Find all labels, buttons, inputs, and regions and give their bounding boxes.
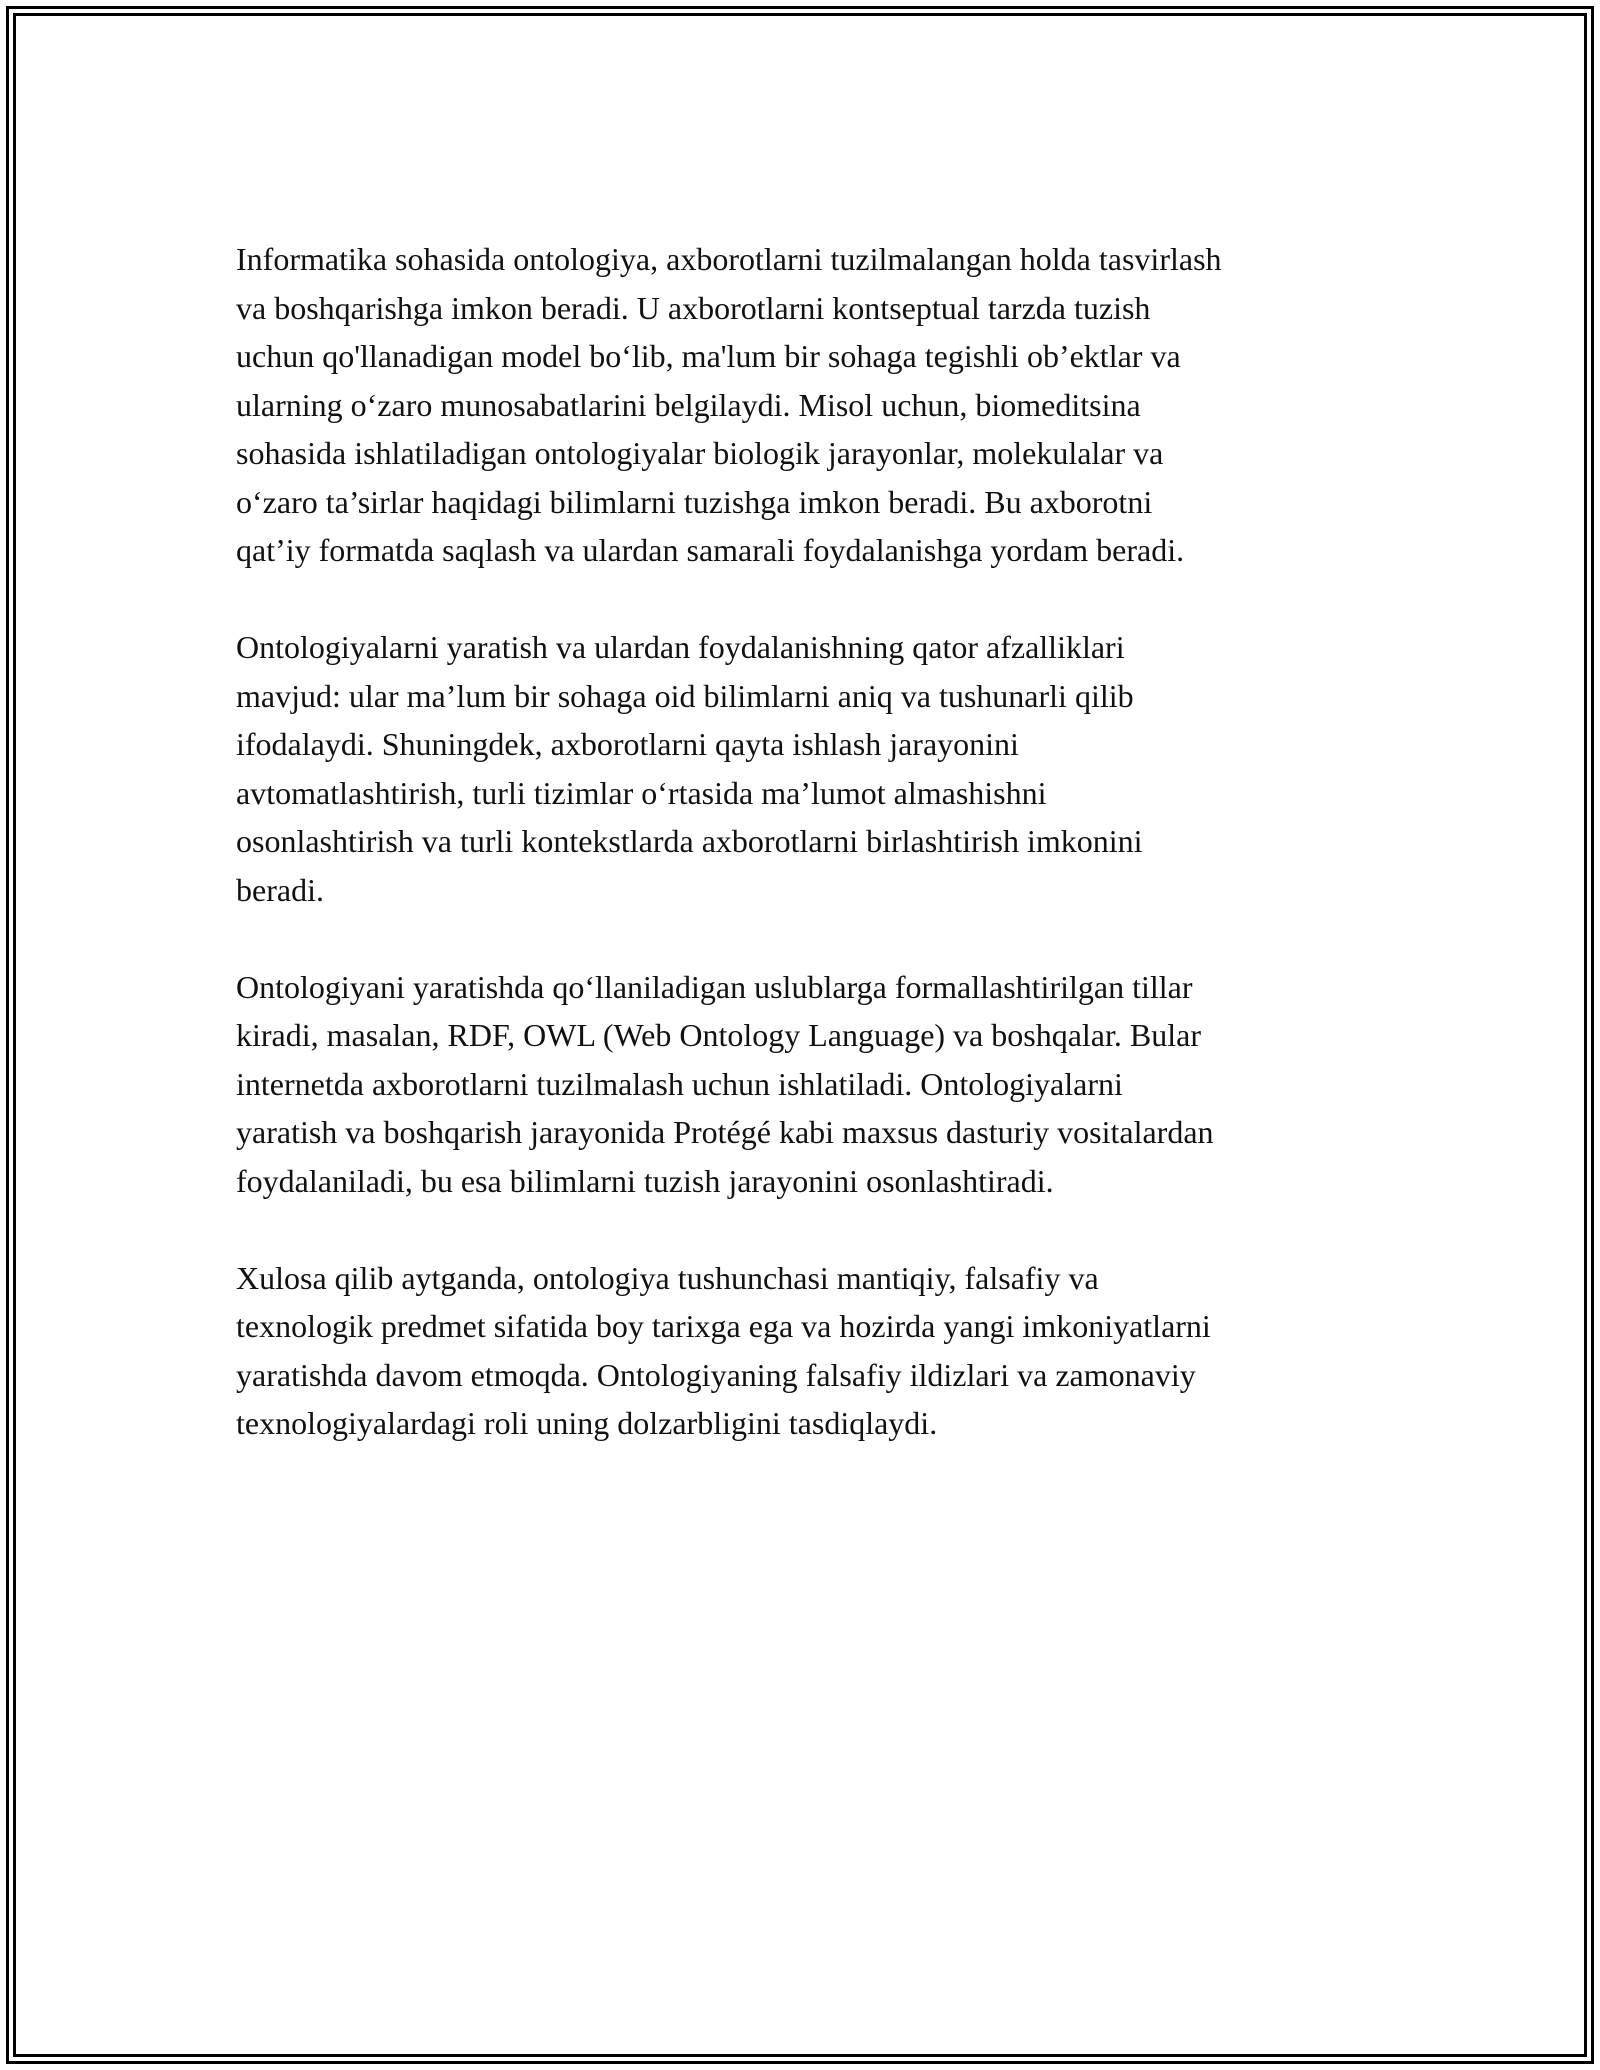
text-line: Ontologiyalarni yaratish va ulardan foydalanishning qator afzalliklari: [236, 629, 1125, 665]
text-line: yaratish va boshqarish jarayonida Protégé kabi maxsus dasturiy vositalardan: [236, 1114, 1214, 1150]
text-line: Ontologiyani yaratishda qo‘llaniladigan uslublarga formallashtirilgan tillar: [236, 968, 1193, 1005]
text-line: ularning o‘zaro munosabatlarini belgilaydi. Misol uchun, biomeditsina: [236, 386, 1141, 423]
text-line: osonlashtirish va turli kontekstlarda axborotlarni birlashtirish imkonini: [236, 823, 1143, 859]
text-line: ifodalaydi. Shuningdek, axborotlarni qayta ishlash jarayonini: [236, 726, 1019, 762]
paragraph-advantages: [236, 623, 1376, 914]
text-line: foydalaniladi, bu esa bilimlarni tuzish jarayonini osonlashtiradi.: [236, 1162, 1054, 1199]
text-line: Informatika sohasida ontologiya, axborotlarni tuzilmalangan holda tasvirlash: [236, 241, 1222, 277]
paragraph-methods: [236, 963, 1376, 1206]
text-line: mavjud: ular ma’lum bir sohaga oid bilimlarni aniq va tushunarli qilib: [236, 677, 1134, 714]
text-line: internetda axborotlarni tuzilmalash uchun ishlatiladi. Ontologiyalarni: [236, 1065, 1123, 1102]
text-line: uchun qo'llanadigan model bo‘lib, ma'lum bir sohaga tegishli ob’ektlar va: [236, 338, 1181, 374]
text-line: kiradi, masalan, RDF, OWL (Web Ontology Language) va boshqalar. Bular: [236, 1017, 1201, 1053]
document-body: [236, 235, 1376, 1448]
text-line: texnologik predmet sifatida boy tarixga ega va hozirda yangi imkoniyatlarni: [236, 1308, 1211, 1344]
text-line: sohasida ishlatiladigan ontologiyalar biologik jarayonlar, molekulalar va: [236, 435, 1164, 471]
text-line: beradi.: [236, 871, 324, 908]
text-line: va boshqarishga imkon beradi. U axborotlarni kontseptual tarzda tuzish: [236, 289, 1151, 326]
text-line: Xulosa qilib aytganda, ontologiya tushunchasi mantiqiy, falsafiy va: [236, 1259, 1099, 1296]
text-line: o‘zaro ta’sirlar haqidagi bilimlarni tuzishga imkon beradi. Bu axborotni: [236, 483, 1153, 520]
paragraph-informatics: [236, 235, 1376, 575]
text-line: avtomatlashtirish, turli tizimlar o‘rtasida ma’lumot almashishni: [236, 774, 1047, 811]
text-line: qat’iy formatda saqlash va ulardan samarali foydalanishga yordam beradi.: [236, 532, 1185, 568]
paragraph-conclusion: [236, 1254, 1376, 1448]
text-line: yaratishda davom etmoqda. Ontologiyaning falsafiy ildizlari va zamonaviy: [236, 1356, 1196, 1393]
text-line: texnologiyalardagi roli uning dolzarbligini tasdiqlaydi.: [236, 1405, 938, 1441]
